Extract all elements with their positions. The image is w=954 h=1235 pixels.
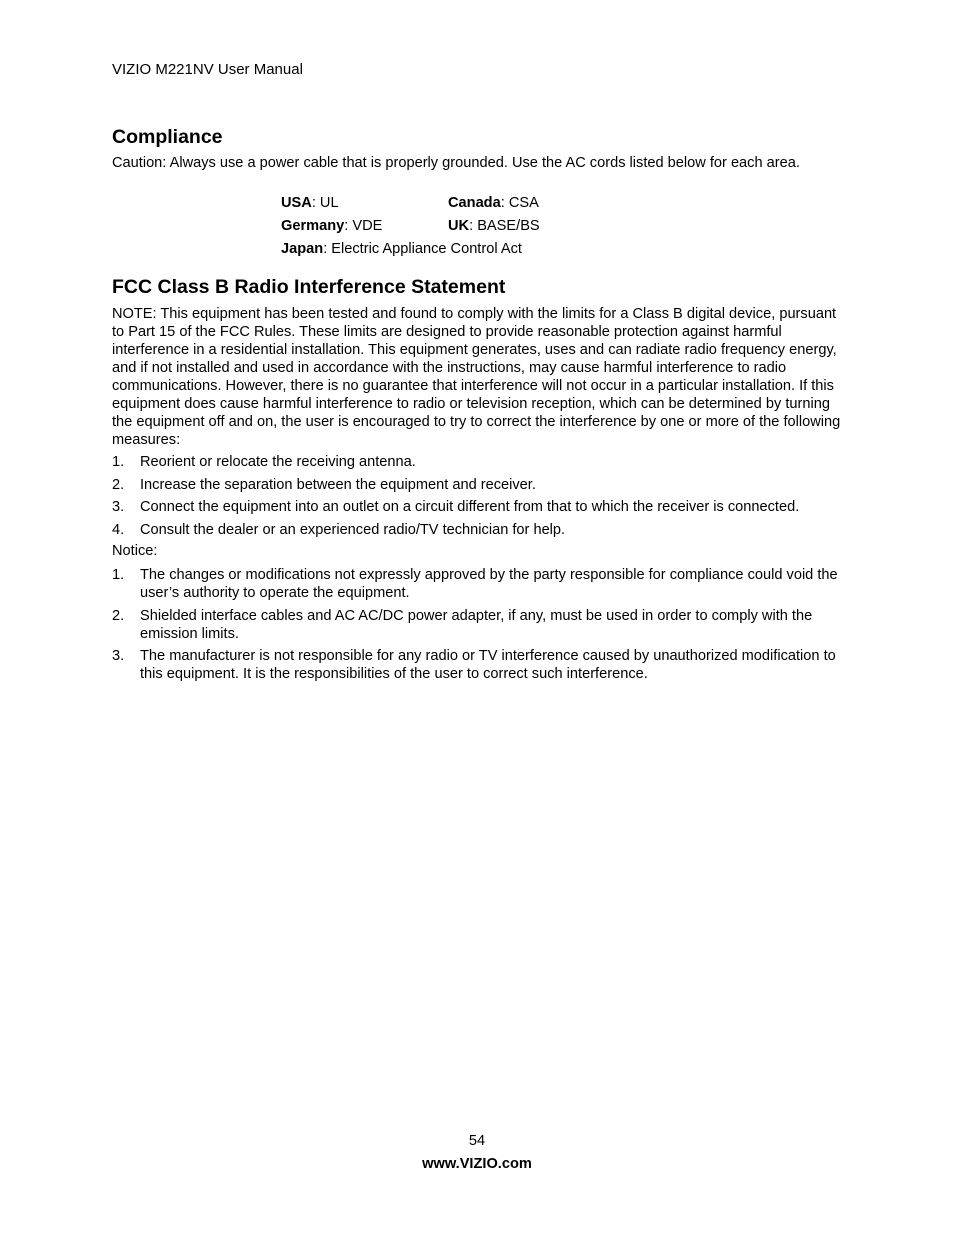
compliance-heading: Compliance (112, 126, 223, 148)
fcc-heading: FCC Class B Radio Interference Statement (112, 276, 506, 298)
cord-standard: : UL (311, 195, 339, 211)
list-number: 1. (112, 454, 125, 470)
notice-list (112, 566, 852, 688)
list-item (112, 453, 852, 471)
cord-country: Germany (281, 218, 345, 234)
list-text: The manufacturer is not responsible for any radio or TV interference caused by unauthorized modification to this equipment. It is the responsibilities of the user to correct such interference. (140, 648, 836, 682)
list-number: 3. (112, 648, 125, 664)
list-number: 2. (112, 607, 125, 624)
cord-entry-canada (448, 194, 539, 217)
list-text: Increase the separation between the equipment and receiver. (140, 476, 536, 493)
cord-standard: : CSA (500, 195, 539, 211)
cord-standard: : BASE/BS (469, 218, 540, 234)
list-text: Reorient or relocate the receiving antenna. (140, 454, 416, 470)
document-header: VIZIO M221NV User Manual (112, 61, 303, 78)
cord-country: Canada (448, 195, 501, 211)
cord-standard: : Electric Appliance Control Act (323, 241, 522, 257)
cord-entry-germany (281, 217, 448, 240)
cords-row (281, 217, 540, 240)
notice-label: Notice: (112, 543, 158, 559)
list-item (112, 521, 852, 539)
cord-entry-japan (281, 240, 522, 263)
page-number: 54 (468, 1133, 486, 1149)
list-item (112, 476, 852, 494)
cord-country: USA (281, 195, 312, 211)
compliance-caution: Caution: Always use a power cable that is properly grounded. Use the AC cords listed below for each area. (112, 155, 800, 171)
interference-measures-list (112, 453, 852, 543)
cord-entry-usa (281, 194, 448, 217)
list-text: Consult the dealer or an experienced radio/TV technician for help. (140, 521, 566, 538)
ac-cords-table (281, 194, 540, 263)
fcc-note: NOTE: This equipment has been tested and found to comply with the limits for a Class B digital device, pursuant to Part 15 of the FCC Rules. These limits are designed to provide reasonable protection against harmful interference in a residential installation. This equipment generates, uses and can radiate radio frequency energy, and if not installed and used in accordance with the instructions, may cause harmful interference to radio communications. However, there is no guarantee that interference will not occur in a particular installation. If this equipment does cause harmful interference to radio or television reception, which can be determined by turning the equipment off and on, the user is encouraged to try to correct the interference by one or more of the following measures: (112, 306, 841, 448)
cord-country: Japan (281, 241, 324, 257)
cords-row (281, 194, 540, 217)
cords-row (281, 240, 540, 263)
list-item (112, 566, 852, 602)
list-text: Connect the equipment into an outlet on a circuit different from that to which the receiver is connected. (140, 499, 800, 515)
list-number: 3. (112, 499, 125, 515)
list-number: 1. (112, 567, 125, 583)
cord-standard: : VDE (344, 218, 383, 234)
list-text: The changes or modifications not expressly approved by the party responsible for compliance could void the user’s authority to operate the equipment. (140, 567, 838, 601)
list-item (112, 498, 852, 516)
cord-country: UK (448, 218, 470, 234)
list-number: 2. (112, 476, 125, 493)
footer-url: www.VIZIO.com (422, 1156, 532, 1172)
list-text: Shielded interface cables and AC AC/DC power adapter, if any, must be used in order to comply with the emission limits. (140, 607, 813, 642)
cord-entry-uk (448, 217, 540, 240)
list-item (112, 647, 852, 683)
list-number: 4. (112, 521, 125, 538)
list-item (112, 607, 852, 643)
